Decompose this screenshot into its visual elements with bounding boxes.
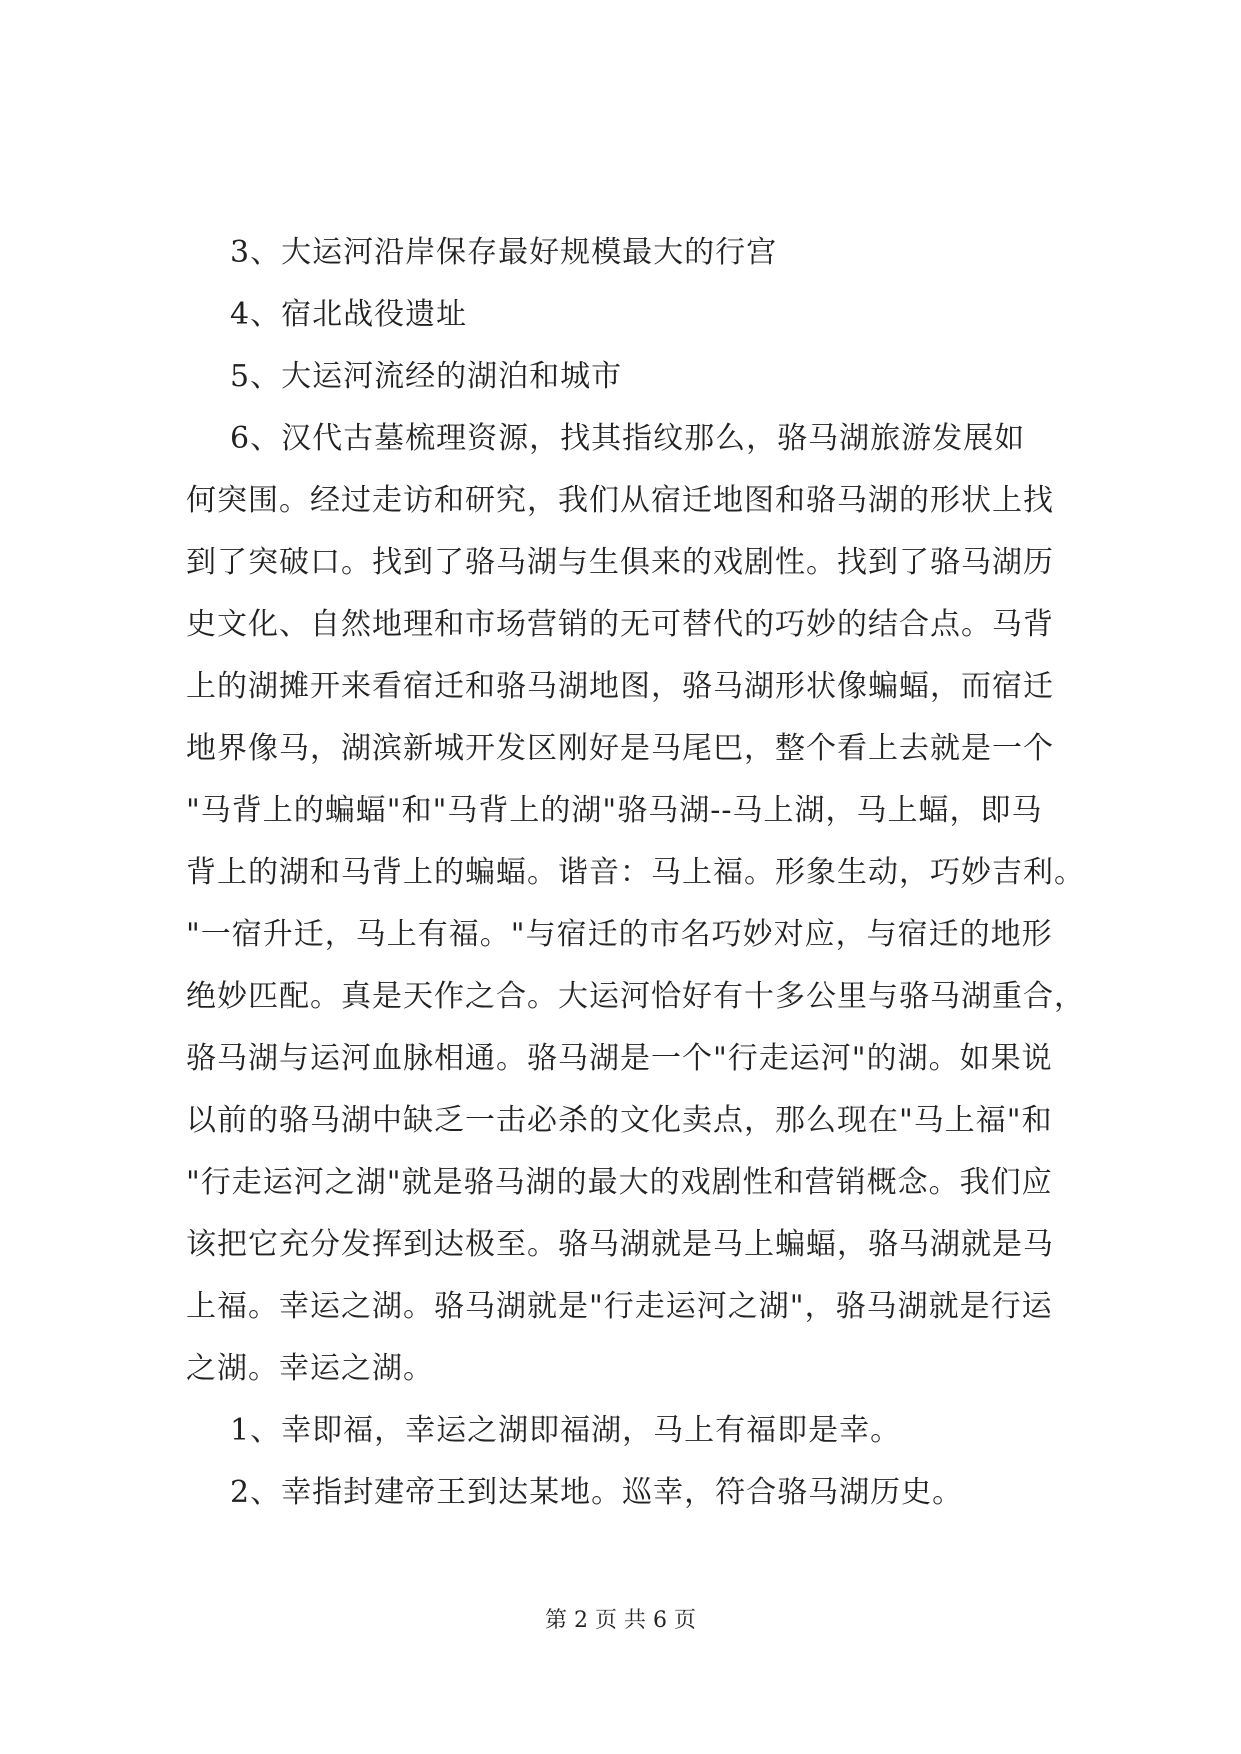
paragraph-line: 到了突破口。找到了骆马湖与生俱来的戏剧性。找到了骆马湖历 [186, 545, 1054, 580]
list-item: 4、宿北战役遗址 [230, 297, 468, 332]
list-item: 3、大运河沿岸保存最好规模最大的行宫 [230, 235, 778, 270]
document-body [186, 222, 1086, 1524]
paragraph-line: 骆马湖与运河血脉相通。骆马湖是一个"行走运河"的湖。如果说 [186, 1041, 1053, 1076]
paragraph-line: 以前的骆马湖中缺乏一击必杀的文化卖点，那么现在"马上福"和 [186, 1103, 1053, 1138]
paragraph-line: 背上的湖和马背上的蝙蝠。谐音：马上福。形象生动，巧妙吉利。 [186, 855, 1085, 890]
paragraph-line: 6、汉代古墓梳理资源，找其指纹那么，骆马湖旅游发展如 [230, 421, 1026, 456]
main-paragraph [186, 408, 1086, 1400]
paragraph-line: 何突围。经过走访和研究，我们从宿迁地图和骆马湖的形状上找 [186, 483, 1054, 518]
paragraph-line: 绝妙匹配。真是天作之合。大运河恰好有十多公里与骆马湖重合， [186, 979, 1085, 1014]
paragraph-line: 史文化、自然地理和市场营销的无可替代的巧妙的结合点。马背 [186, 607, 1054, 642]
paragraph-line: 地界像马，湖滨新城开发区刚好是马尾巴，整个看上去就是一个 [186, 731, 1054, 766]
paragraph-line: 上的湖摊开来看宿迁和骆马湖地图，骆马湖形状像蝙蝠，而宿迁 [186, 669, 1054, 704]
paragraph-line: 该把它充分发挥到达极至。骆马湖就是马上蝙蝠，骆马湖就是马 [186, 1227, 1054, 1262]
paragraph-line: 之湖。幸运之湖。 [186, 1351, 434, 1386]
paragraph-line: 上福。幸运之湖。骆马湖就是"行走运河之湖"，骆马湖就是行运 [186, 1289, 1053, 1324]
list-item: 5、大运河流经的湖泊和城市 [230, 359, 623, 394]
list-item: 2、幸指封建帝王到达某地。巡幸，符合骆马湖历史。 [230, 1475, 964, 1510]
paragraph-line: "行走运河之湖"就是骆马湖的最大的戏剧性和营销概念。我们应 [186, 1165, 1053, 1200]
list-item: 1、幸即福，幸运之湖即福湖，马上有福即是幸。 [230, 1413, 902, 1448]
paragraph-line: "一宿升迁，马上有福。"与宿迁的市名巧妙对应，与宿迁的地形 [186, 917, 1053, 952]
page-number-footer: 第 2 页 共 6 页 [545, 1608, 696, 1633]
paragraph-line: "马背上的蝙蝠"和"马背上的湖"骆马湖--马上湖，马上蝠，即马 [186, 793, 1043, 828]
